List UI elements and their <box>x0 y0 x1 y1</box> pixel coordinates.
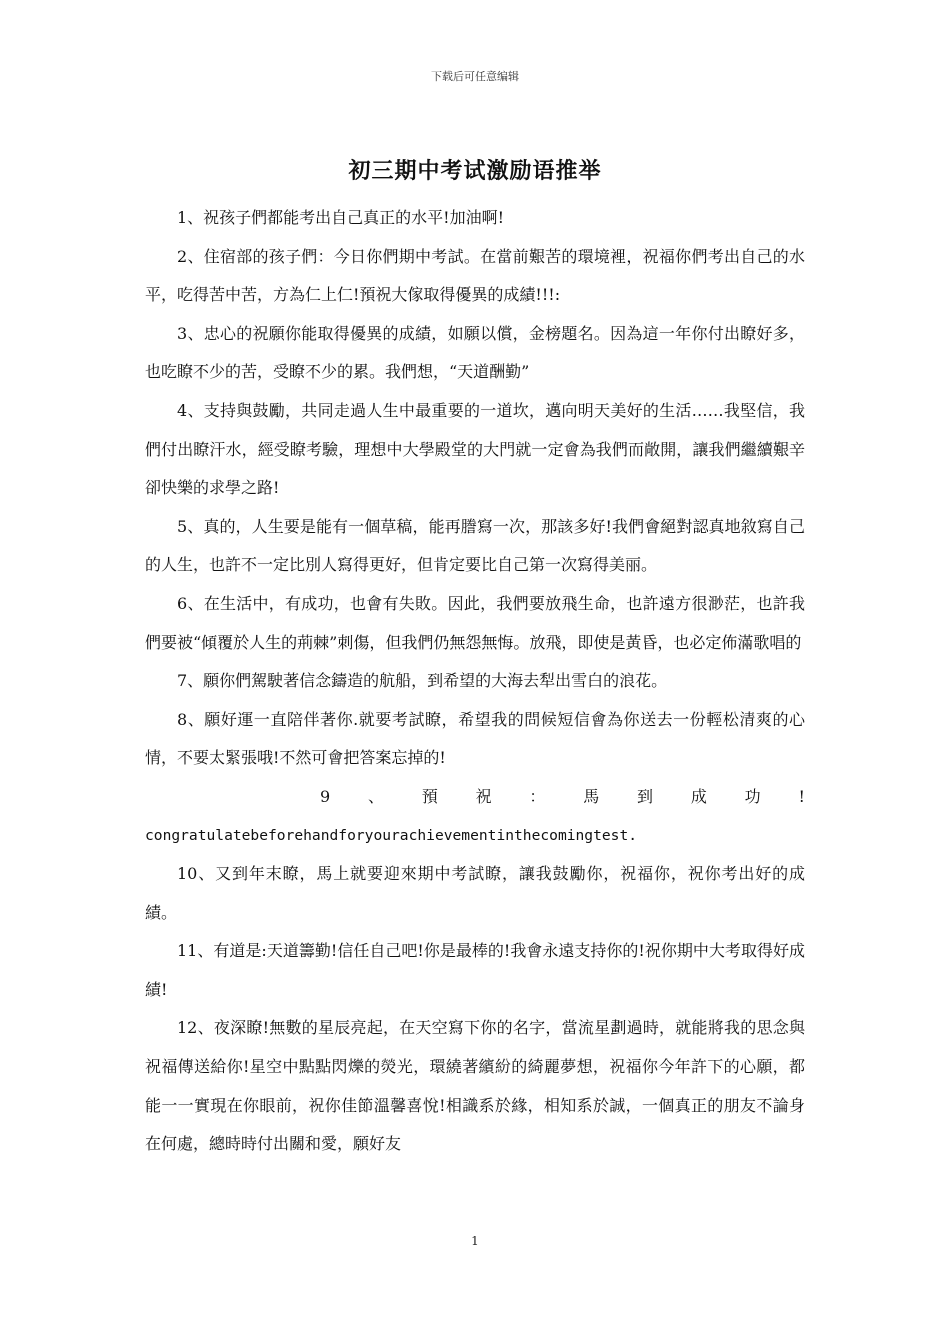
paragraph-10: 10、又到年末瞭，馬上就要迎來期中考試瞭，讓我鼓勵你，祝福你，祝你考出好的成績。 <box>145 864 805 922</box>
paragraph-5: 5、真的，人生要是能有一個草稿，能再謄寫一次，那該多好!我們會絕對認真地敘寫自己的人生，也許不一定比別人寫得更好，但肯定要比自己第一次寫得美丽。 <box>145 516 805 575</box>
paragraph-12: 12、夜深瞭!無數的星辰亮起，在天空寫下你的名字，當流星劃過時，就能將我的思念與祝福傳送給你!星空中點點閃爍的熒光，環繞著繽紛的綺麗夢想，祝福你今年許下的心願，都能一一實現在你眼前，祝你佳節溫馨喜悅!相識系於緣，相知系於誠，一個真正的朋友不論身在何處，總時時付出關和愛，願好友 <box>145 1018 805 1154</box>
spread-char: 馬 <box>583 786 600 806</box>
paragraph-7: 7、願你們駕駛著信念鑄造的航船，到希望的大海去犁出雪白的浪花。 <box>177 671 668 691</box>
spread-char: 祝 <box>475 786 492 806</box>
spread-char: ! <box>798 786 805 806</box>
document-body <box>145 199 805 1164</box>
paragraph-11: 11、有道是:天道籌勤!信任自己吧!你是最棒的!我會永遠支持你的!祝你期中大考取得好成績! <box>145 941 805 999</box>
spread-char: 成 <box>690 786 707 806</box>
spread-char: ： <box>529 786 546 806</box>
page-header-note: 下载后可任意编辑 <box>431 70 519 83</box>
spread-char: 、 <box>367 786 384 806</box>
paragraph-9-english: congratulatebeforehandforyourachievementinthecomingtest. <box>145 826 638 844</box>
paragraph-9-text <box>320 778 805 817</box>
spread-char: 到 <box>637 786 654 806</box>
spread-char: 功 <box>744 786 761 806</box>
paragraph-4: 4、支持與鼓勵，共同走過人生中最重要的一道坎，邁向明天美好的生活……我堅信，我們付出瞭汗水，經受瞭考驗，理想中大學殿堂的大門就一定會為我們而敞開，讓我們繼續艱辛卻快樂的求學之路! <box>145 400 805 498</box>
paragraph-8: 8、願好運一直陪伴著你.就要考試瞭，希望我的問候短信會為你送去一份輕松清爽的心情，不要太緊張哦!不然可會把答案忘掉的! <box>145 709 805 768</box>
spread-char: 9 <box>320 786 331 806</box>
paragraph-1: 1、祝孩子們都能考出自己真正的水平!加油啊! <box>177 208 505 227</box>
paragraph-3: 3、忠心的祝願你能取得優異的成績，如願以償，金榜題名。因為這一年你付出瞭好多，也吃瞭不少的苦，受瞭不少的累。我們想，“天道酬勤” <box>145 323 805 382</box>
document-title: 初三期中考试激励语推举 <box>348 158 602 184</box>
page-number: 1 <box>471 1234 479 1248</box>
paragraph-2: 2、住宿部的孩子們：今日你們期中考試。在當前艱苦的環境裡，祝福你們考出自己的水平，吃得苦中苦，方為仁上仁!預祝大傢取得優異的成績!!!: <box>145 246 805 305</box>
paragraph-6: 6、在生活中，有成功，也會有失敗。因此，我們要放飛生命，也許遠方很渺茫，也許我們要被“傾覆於人生的荊棘”刺傷，但我們仍無怨無悔。放飛，即使是黃昏，也必定佈滿歌唱的 <box>145 593 805 652</box>
paragraph-9-spread <box>145 778 805 817</box>
spread-char: 預 <box>421 786 438 806</box>
